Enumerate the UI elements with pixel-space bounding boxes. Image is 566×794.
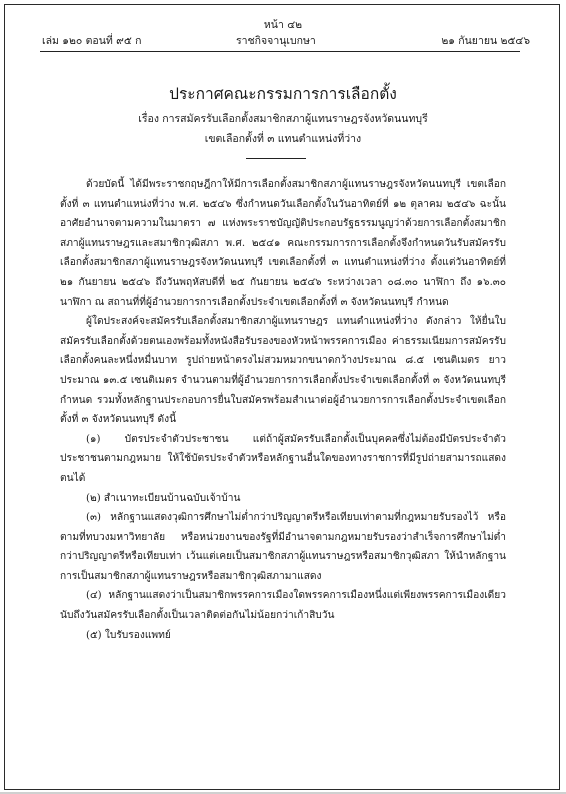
requirement-item-1: (๑) บัตรประจำตัวประชาชน แต่ถ้าผู้สมัครรับเลือกตั้งเป็นบุคคลซึ่งไม่ต้องมีบัตรประจำตัวประชาชนตามกฎหมาย ให้ใช้บัตรประจำตัวหรือหลักฐานอื่นใดของทางราชการที่มีรูปถ่ายสามารถแสดงตนได้ — [60, 433, 506, 484]
header-rule — [40, 51, 520, 52]
subject-line-1: เรื่อง การสมัครรับเลือกตั้งสมาชิกสภาผู้แทนราษฎรจังหวัดนนทบุรี — [138, 113, 428, 125]
requirement-item-3: (๓) หลักฐานแสดงวุฒิการศึกษาไม่ต่ำกว่าปริญญาตรีหรือเทียบเท่าตามที่กฎหมายรับรองไว้ หรือตามที่ทบวงมหาวิทยาลัย หรือหน่วยงานของรัฐที่มีอำนาจตามกฎหมายรับรองว่าสำเร็จการศึกษาไม่ต่ำกว่าปริญญาตรีหรือเทียบเท่า เว้นแต่เคยเป็นสมาชิกสภาผู้แทนราษฎรหรือสมาชิกวุฒิสภา ให้นำหลักฐานการเป็นสมาชิกสภาผู้แทนราษฎรหรือสมาชิกวุฒิสภามาแสดง — [60, 512, 506, 582]
subject-line-2: เขตเลือกตั้งที่ ๓ แทนตำแหน่งที่ว่าง — [204, 133, 362, 145]
announcement-title: ประกาศคณะกรรมการการเลือกตั้ง — [169, 85, 397, 103]
requirement-item-5: (๕) ใบรับรองแพทย์ — [86, 629, 171, 641]
publication-date: ๒๑ กันยายน ๒๕๔๖ — [441, 35, 530, 47]
body-paragraph-2: ผู้ใดประสงค์จะสมัครรับเลือกตั้งสมาชิกสภาผู้แทนราษฎร แทนตำแหน่งที่ว่าง ดังกล่าว ให้ยื่นใบสมัครรับเลือกตั้งด้วยตนเองพร้อมทั้งหนังสือรับรองของหัวหน้าพรรคการเมือง ค่าธรรมเนียมการสมัครรับเลือกตั้งคนละหนึ่งหมื่นบาท รูปถ่ายหน้าตรงไม่สวมหมวกขนาดกว้างประมาณ ๘.๕ เซนติเมตร ยาวประมาณ ๑๓.๕ เซนติเมตร จำนวนตามที่ผู้อำนวยการการเลือกตั้งประจำเขตเลือกตั้งที่ ๓ จังหวัดนนทบุรี กำหนด รวมทั้งหลักฐานประกอบการยื่นใบสมัครพร้อมสำเนาต่อผู้อำนวยการการเลือกตั้งประจำเขตเลือกตั้งที่ ๓ จังหวัดนนทบุรี ดังนี้ — [60, 316, 506, 426]
announcement-body — [60, 175, 506, 645]
body-paragraph-1: ด้วยบัดนี้ ได้มีพระราชกฤษฎีกาให้มีการเลือกตั้งสมาชิกสภาผู้แทนราษฎรจังหวัดนนทบุรี เขตเลือกตั้งที่ ๓ แทนตำแหน่งที่ว่าง พ.ศ. ๒๕๔๖ ซึ่งกำหนดวันเลือกตั้งในวันอาทิตย์ที่ ๑๒ ตุลาคม ๒๕๔๖ ฉะนั้น อาศัยอำนาจตามความในมาตรา ๗ แห่งพระราชบัญญัติประกอบรัฐธรรมนูญว่าด้วยการเลือกตั้งสมาชิกสภาผู้แทนราษฎรและสมาชิกวุฒิสภา พ.ศ. ๒๕๔๑ คณะกรรมการการเลือกตั้งจึงกำหนดวันรับสมัครรับเลือกตั้งสมาชิกสภาผู้แทนราษฎรจังหวัดนนทบุรี เขตเลือกตั้งที่ ๓ แทนตำแหน่งที่ว่าง ตั้งแต่วันอาทิตย์ที่ ๒๑ กันยายน ๒๕๔๖ ถึงวันพฤหัสบดีที่ ๒๕ กันยายน ๒๕๔๖ ระหว่างเวลา ๐๘.๓๐ นาฬิกา ถึง ๑๖.๓๐ นาฬิกา ณ สถานที่ที่ผู้อำนวยการการเลือกตั้งประจำเขตเลือกตั้งที่ ๓ จังหวัดนนทบุรี กำหนด — [60, 179, 506, 308]
gazette-name: ราชกิจจานุเบกษา — [236, 35, 316, 47]
title-divider — [246, 158, 306, 159]
issue-number: เล่ม ๑๒๐ ตอนที่ ๙๕ ก — [42, 35, 142, 47]
requirement-item-4: (๔) หลักฐานแสดงว่าเป็นสมาชิกพรรคการเมืองใดพรรคการเมืองหนึ่งแต่เพียงพรรคการเมืองเดียว นับถึงวันสมัครรับเลือกตั้งเป็นเวลาติดต่อกันไม่น้อยกว่าเก้าสิบวัน — [60, 590, 506, 622]
page-number: หน้า ๔๒ — [263, 19, 303, 31]
requirement-item-2: (๒) สำเนาทะเบียนบ้านฉบับเจ้าบ้าน — [86, 492, 241, 504]
